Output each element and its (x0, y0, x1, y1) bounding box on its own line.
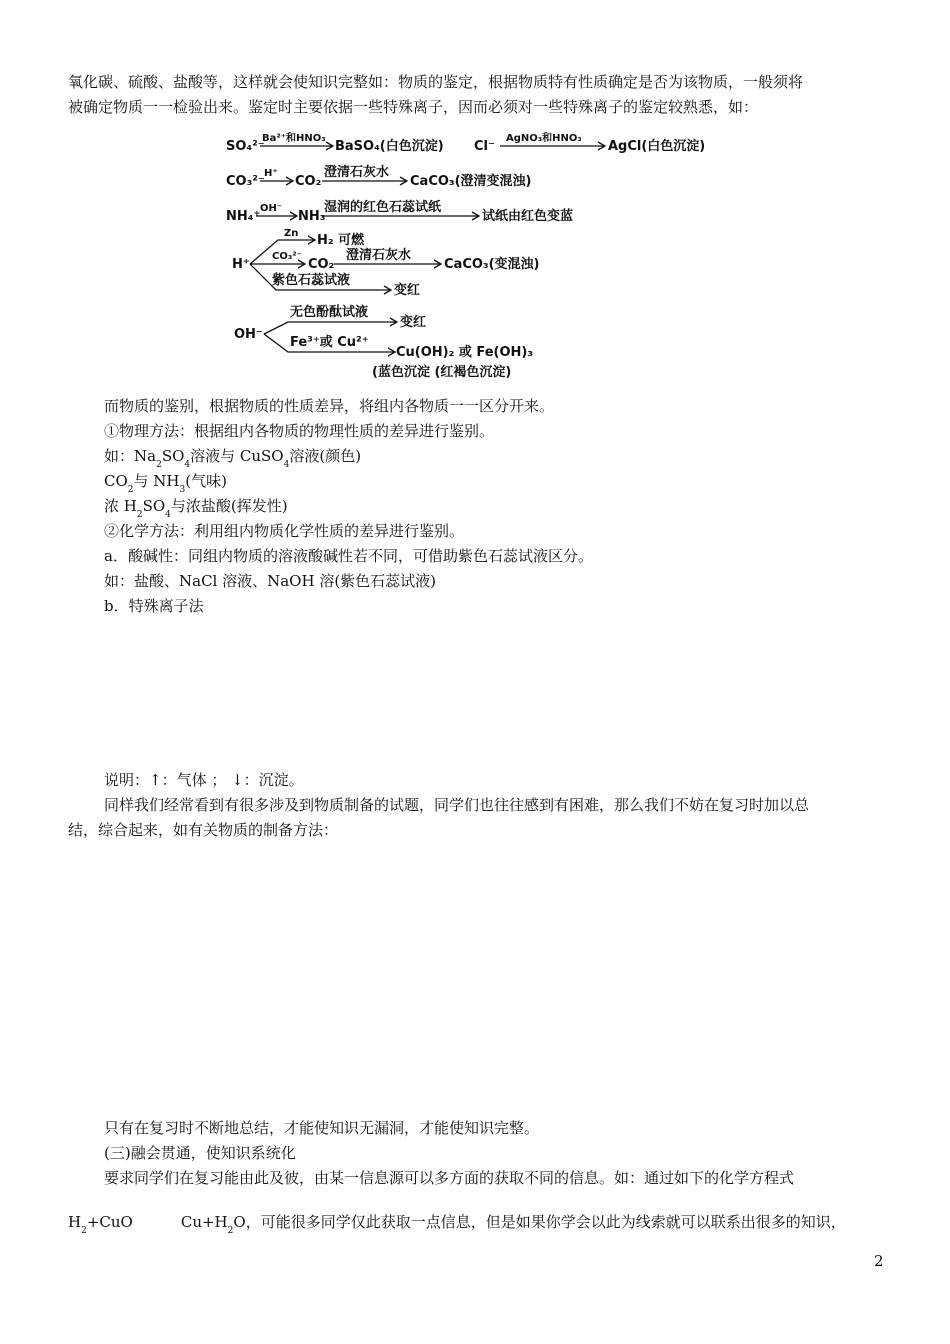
paragraph-2: ①物理方法：根据组内各物质的物理性质的差异进行鉴别。 (104, 422, 495, 440)
paragraph-10: 说明：↑：气体 ； ↓：沉淀。 (104, 771, 304, 789)
paragraph-3: 如：$Na_2SO_4$溶液与 CuSO$_4$溶液(颜色) (104, 447, 362, 470)
paragraph-13: (三)融会贯通，使知识系统化 (104, 1144, 296, 1162)
r4-prod: CaCO₃(变混浊) (444, 257, 540, 272)
r4-lit: 紫色石蕊试液 (272, 273, 351, 288)
paragraph-6: ②化学方法：利用组内物质化学性质的差异进行鉴别。 (104, 522, 465, 540)
r4-co2: CO₂ (308, 257, 335, 272)
r2-mid: CO₂ (295, 174, 322, 189)
r2-cond2: 澄清石灰水 (324, 165, 390, 180)
paragraph-11-line-2: 结，综合起来，如有关物质的制备方法： (68, 821, 339, 839)
r5-prod: Cu(OH)₂ 或 Fe(OH)₃ (396, 345, 534, 360)
r1b-cond: AgNO₃和HNO₃ (506, 133, 582, 144)
r4-co3: CO₃²⁻ (272, 251, 302, 262)
paragraph-4: $CO_2$与 $NH_3$(气味) (104, 472, 227, 495)
r3-cond2: 湿润的红色石蕊试纸 (324, 200, 442, 215)
r2-ion: CO₃²⁻ (226, 174, 265, 189)
r3-prod: 试纸由红色变蓝 (482, 209, 574, 224)
r5-ion: OH⁻ (234, 327, 263, 342)
r4-cond2: 澄清石灰水 (346, 248, 412, 263)
r4-h2: H₂ 可燃 (317, 233, 365, 248)
r4-zn: Zn (284, 228, 299, 239)
paragraph-1: 而物质的鉴别，根据物质的性质差异，将组内各物质一一区分开来。 (104, 397, 555, 415)
r5-note: (蓝色沉淀 (红褐色沉淀) (372, 365, 512, 380)
paragraph-11-line-1: 同样我们经常看到有很多涉及到物质制备的试题，同学们也往往感到有困难，那么我们不妨在复习时加以总 (104, 796, 810, 814)
paragraph-12: 只有在复习时不断地总结，才能使知识无漏洞，才能使知识完整。 (104, 1119, 540, 1137)
r1b-prod: AgCl(白色沉淀) (608, 139, 706, 154)
intro-line-2: 被确定物质一一检验出来。鉴定时主要依据一些特殊离子，因而必须对一些特殊离子的鉴定较熟悉，如： (68, 98, 759, 116)
ion-identification-figure (220, 128, 740, 384)
r5-phen: 无色酚酞试液 (290, 305, 369, 320)
r5-fe: Fe³⁺或 Cu²⁺ (290, 335, 369, 350)
paragraph-5: 浓 $H_2SO_4$与浓盐酸(挥发性) (104, 497, 288, 520)
r1a-ion: SO₄²⁻ (226, 139, 265, 154)
paragraph-15: $H_2+CuO$ $Cu+H_2O$，可能很多同学仅此获取一点信息，但是如果你学会以此为线索就可以联系出很多的知识， (68, 1213, 846, 1236)
r2-prod: CaCO₃(澄清变混浊) (410, 174, 532, 189)
r5-red: 变红 (400, 315, 427, 330)
r3-ion: NH₄⁺ (226, 209, 261, 224)
r4-ion: H⁺ (232, 257, 250, 272)
paragraph-14: 要求同学们在复习能由此及彼，由某一信息源可以多方面的获取不同的信息。如：通过如下的化学方程式 (104, 1169, 795, 1187)
r1b-ion: Cl⁻ (474, 139, 495, 154)
r3-mid: NH₃ (298, 209, 326, 224)
r4-red: 变红 (394, 283, 421, 298)
r1a-cond: Ba²⁺和HNO₃ (262, 133, 326, 144)
r1a-prod: BaSO₄(白色沉淀) (335, 139, 444, 154)
page-number: 2 (874, 1252, 884, 1270)
paragraph-8: 如：盐酸、NaCl 溶液、NaOH 溶(紫色石蕊试液) (104, 572, 437, 590)
r2-cond: H⁺ (264, 168, 278, 179)
intro-line-1: 氧化碳、硫酸、盐酸等，这样就会使知识完整如：物质的鉴定，根据物质特有性质确定是否为该物质，一般须将 (68, 73, 804, 91)
r3-cond: OH⁻ (260, 203, 283, 214)
paragraph-7: a．酸碱性：同组内物质的溶液酸碱性若不同，可借助紫色石蕊试液区分。 (104, 547, 593, 565)
paragraph-9: b．特殊离子法 (104, 597, 204, 615)
